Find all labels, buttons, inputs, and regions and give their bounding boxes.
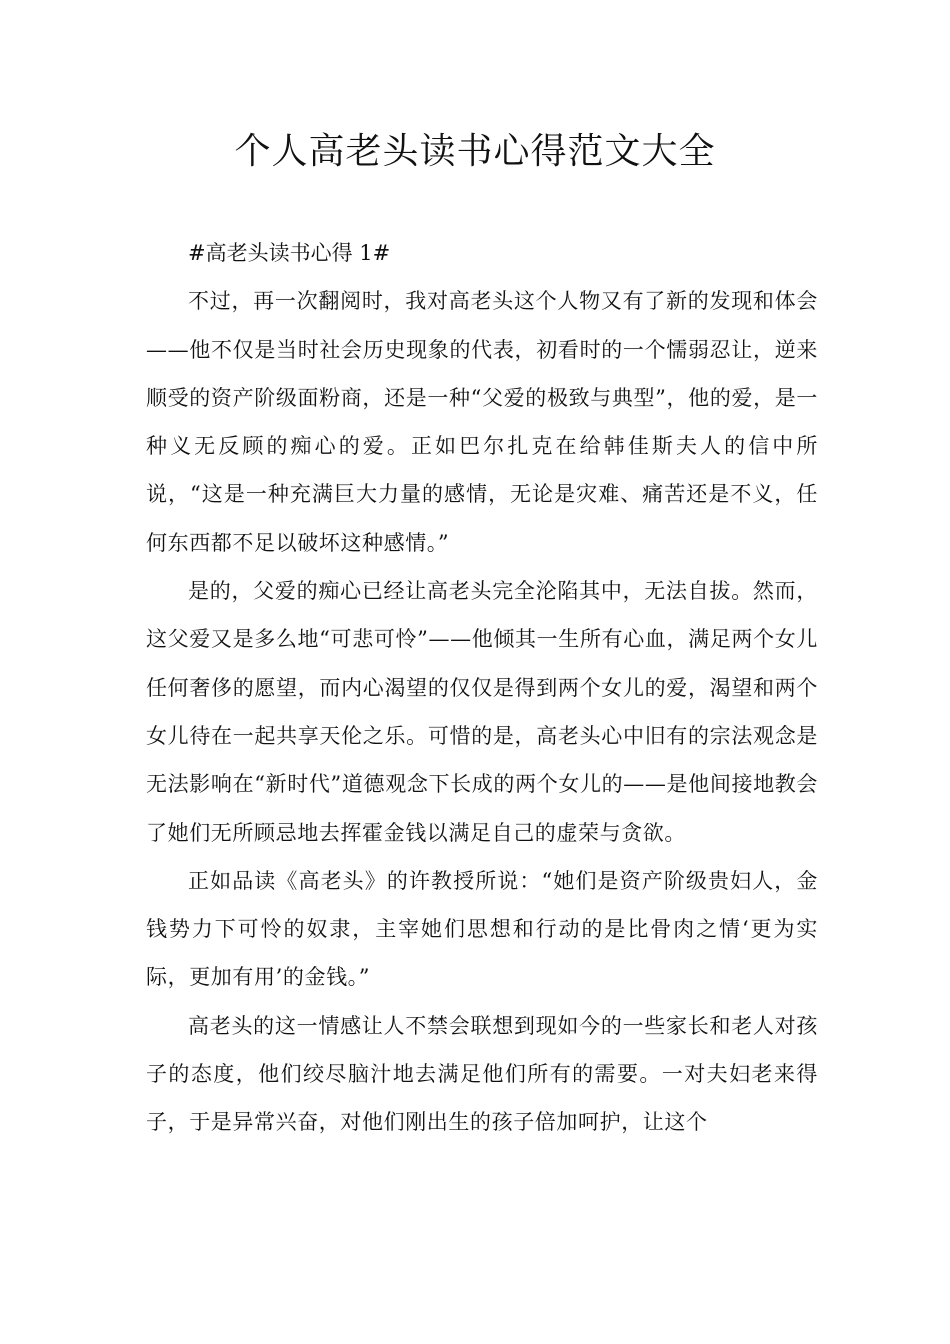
paragraph: 不过，再一次翻阅时，我对高老头这个人物又有了新的发现和体会——他不仅是当时社会历史现象的代表，初看时的一个懦弱忍让，逆来顺受的资产阶级面粉商，还是一种“父爱的极致与典型”，他的爱，是一种义无反顾的痴心的爱。正如巴尔扎克在给韩佳斯夫人的信中所说，“这是一种充满巨大力量的感情，无论是灾难、痛苦还是不义，任何东西都不足以破坏这种感情。”: [146, 289, 818, 555]
page-title: 个人高老头读书心得范文大全: [234, 131, 716, 172]
paragraph: 正如品读《高老头》的许教授所说：“她们是资产阶级贵妇人，金钱势力下可怜的奴隶，主宰她们思想和行动的是比骨肉之情‘更为实际，更加有用’的金钱。”: [146, 868, 818, 990]
paragraph: 高老头的这一情感让人不禁会联想到现如今的一些家长和老人对孩子的态度，他们绞尽脑汁地去满足他们所有的需要。一对夫妇老来得子，于是异常兴奋，对他们刚出生的孩子倍加呵护，让这个: [146, 1013, 818, 1135]
document-body: [146, 229, 818, 1147]
section-heading: #高老头读书心得 1#: [188, 241, 391, 265]
paragraph: 是的，父爱的痴心已经让高老头完全沦陷其中，无法自拔。然而，这父爱又是多么地“可悲可怜”——他倾其一生所有心血，满足两个女儿任何奢侈的愿望，而内心渴望的仅仅是得到两个女儿的爱，渴望和两个女儿待在一起共享天伦之乐。可惜的是，高老头心中旧有的宗法观念是无法影响在“新时代”道德观念下长成的两个女儿的——是他间接地教会了她们无所顾忌地去挥霍金钱以满足自己的虚荣与贪欲。: [146, 579, 818, 845]
